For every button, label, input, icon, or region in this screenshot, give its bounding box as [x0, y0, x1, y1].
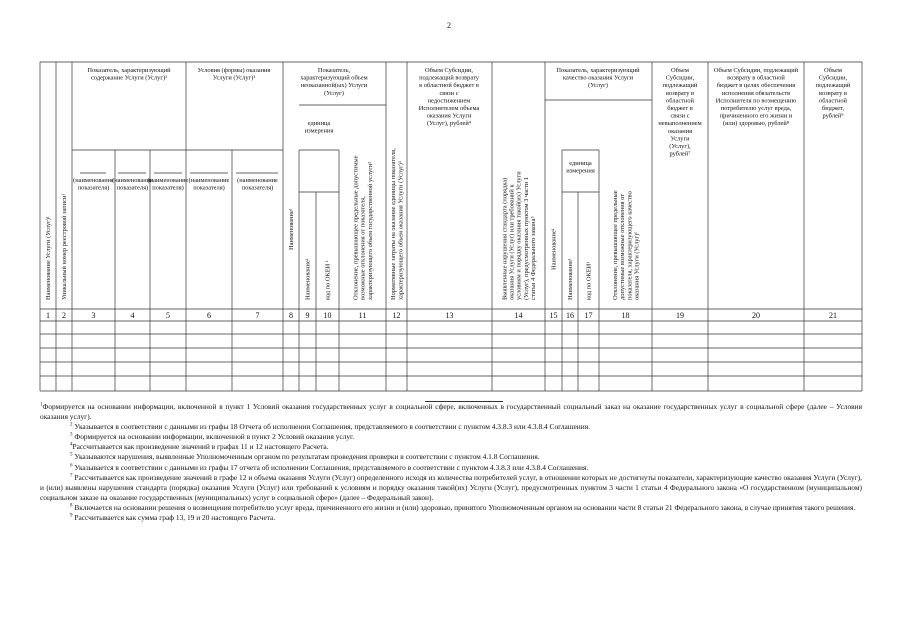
column-number-2: 2: [62, 311, 66, 320]
subheader-indicator-name-6: (наименование показателя): [188, 177, 230, 192]
header-subsidy-return: Объем Субсидии, подлежащий возврату в областной бюджет в связи с недостижением Исполнителем объема оказания Услуги (Услуг), рублей⁴: [418, 67, 480, 128]
column-number-5: 5: [166, 311, 170, 320]
column-number-21: 21: [829, 311, 837, 320]
footnote-7: $^7$ Рассчитывается как произведение значений в графе 12 и объема оказания Услуги (Услуг) определенного исходя из количества потребителей услуг, в отношении которых не достигнуты показатели, характеризующие качество оказания Услуги (Услуг), и (или) выявлены нарушения стандарта (порядка) оказания Услуги (Услуг) или требований к условиям и порядку оказания такой(их) Услуги (Услуг), предусмотренных пунктом 3 части 1 статьи 4 Федерального закона «О государственном (муниципальном) социальном заказе на оказание государственных (муниципальных) услуг в социальной сфере» (далее – Федеральный закон).: [40, 472, 862, 502]
footnote-3: $^3$ Формируется на основании информации, включенной в пункт 2 Условий оказания услуг.: [70, 432, 355, 442]
footnote-9: $^9$ Рассчитывается как сумма граф 13, 19 и 20 настоящего Расчета.: [70, 513, 276, 523]
footnotes: [40, 402, 862, 523]
header-quality-indicator: Показатель, характеризующий качество оказания Услуги (Услуг): [556, 67, 640, 90]
header-subsidy-total: Объем Субсидии, подлежащий возврату в областной бюджет, рублей⁹: [815, 67, 851, 120]
column-number-19: 19: [676, 311, 684, 320]
header-subsidy-violation: Объем Субсидии, подлежащий возврату в областной бюджет в связи с невыполнением оказания Услуги (Услуг), рублей⁷: [658, 67, 702, 158]
header-registry-number: Уникальный номер реестровой записи¹: [61, 193, 69, 300]
column-number-14: 14: [514, 311, 523, 320]
column-number-11: 11: [358, 311, 367, 320]
header-service-name: Наименование Услуги (Услуг)¹: [45, 216, 53, 300]
subheader-indicator-name-3: (наименование показателя): [73, 177, 114, 192]
column-number-1: 1: [46, 311, 50, 320]
header-quality-name: Наименование¹: [550, 228, 558, 270]
subheader-indicator-name-5: (наименование показателя): [147, 177, 189, 192]
header-volume-indicator: Показатель, характеризующий объем неоказанной(ых) Услуги (Услуг): [300, 67, 368, 97]
subheader-indicator-name-4: (наименование показателя): [112, 177, 153, 192]
footnote-8: $^8$ Включается на основании решения о возмещения потребителю услуг вреда, причиненного его жизни и (или) здоровью, принятого Уполномоченным органом на основании части 8 статьи 21 Федерального закона, в случае принятия такого решения.: [70, 502, 856, 512]
header-quality-deviation: Отклонение, превышающее предельныедопустимые возможные отклонения отпоказателя, характеризующего качествооказания Услуги (Услуг)⁶: [611, 190, 641, 300]
header-volume-name: Наименование¹: [288, 208, 296, 250]
header-subsidy-harm: Объем Субсидии, подлежащий возврату в областной бюджет в целях обеспечения исполнения обязательств Исполнителя по возмещению потребителю услуг вреда, причиненного его жизни и (или) здоровью, рублей⁸: [713, 67, 799, 128]
column-number-7: 7: [255, 311, 260, 320]
column-number-4: 4: [130, 311, 135, 320]
header-volume-deviation: Отклонение, превышающее предельные допустимыевозможные отклонения от показателя,характеризующего объем государственной услуги²: [352, 155, 374, 300]
header-violations: Выявленные нарушения стандарта (порядка)оказания Услуги (Услуг) или требований кусловиям и порядку оказания такой(их) Услуги(Услуг), предусмотренных пунктом 3 части 1статьи 4 Федерального закона⁵: [501, 171, 538, 300]
page-number: 2: [447, 21, 451, 30]
header-content-indicator: Показатель, характеризующий содержание Услуги (Услуг)¹: [87, 67, 171, 82]
column-number-17: 17: [584, 311, 593, 320]
subheader-indicator-name-7: (наименование показателя): [237, 177, 278, 192]
footnote-4: $^4$Рассчитывается как произведение значений в графах 11 и 12 настоящего Расчета.: [70, 442, 329, 452]
column-number-18: 18: [621, 311, 630, 320]
footnote-2: $^2$ Указывается в соответствии с данными из графы 18 Отчета об исполнении Соглашения, представляемого в соответствии с пунктом 4.3.8.3 или 4.3.8.4 Соглашения.: [70, 422, 590, 432]
column-number-13: 13: [445, 311, 454, 320]
header-quality-okei: код по ОКЕИ¹: [585, 261, 593, 300]
column-number-9: 9: [305, 311, 310, 320]
header-volume-unit-name: Наименование¹: [304, 258, 312, 300]
header-normative-costs: Нормативные затраты на оказание единицы показателя,характеризующего объем оказания Услуги (Услуг)³: [390, 148, 405, 300]
header-quality-unit-name: Наименование¹: [567, 258, 575, 300]
column-number-15: 15: [549, 311, 558, 320]
footnote-1: $^1$Формируется на основании информации, включенной в пункт 1 Условий оказания государственных услуг в социальной сфере, включенных в государственный социальный заказ на оказание государственных услуг в социальной сфере (далее – Условия оказания услуг).: [40, 402, 862, 422]
column-number-10: 10: [323, 311, 332, 320]
column-number-16: 16: [566, 311, 574, 320]
subheader-quality-unit: единица измерения: [566, 160, 595, 175]
subheader-volume-unit: единица измерения: [304, 120, 334, 135]
column-number-3: 3: [91, 311, 96, 320]
footnote-5: $^5$ Указываются нарушения, выявленные Уполномоченным органом по результатам проведения проверки в соответствии с пунктом 4.1.8 Соглашения.: [70, 452, 540, 462]
column-number-20: 20: [752, 311, 760, 320]
footnote-6: $^6$ Указывается в соответствии с данными из графы 17 отчета об исполнении Соглашения, представляемого в соответствии с пунктом 4.3.8.3 или 4.3.8.4 Соглашения.: [70, 462, 589, 472]
column-number-8: 8: [289, 311, 293, 320]
header-volume-okei: код по ОКЕИ ¹: [324, 260, 332, 300]
column-number-12: 12: [392, 311, 401, 320]
header-service-conditions: Условия (формы) оказания Услуги (Услуг)¹: [197, 67, 271, 82]
column-number-6: 6: [207, 311, 211, 320]
